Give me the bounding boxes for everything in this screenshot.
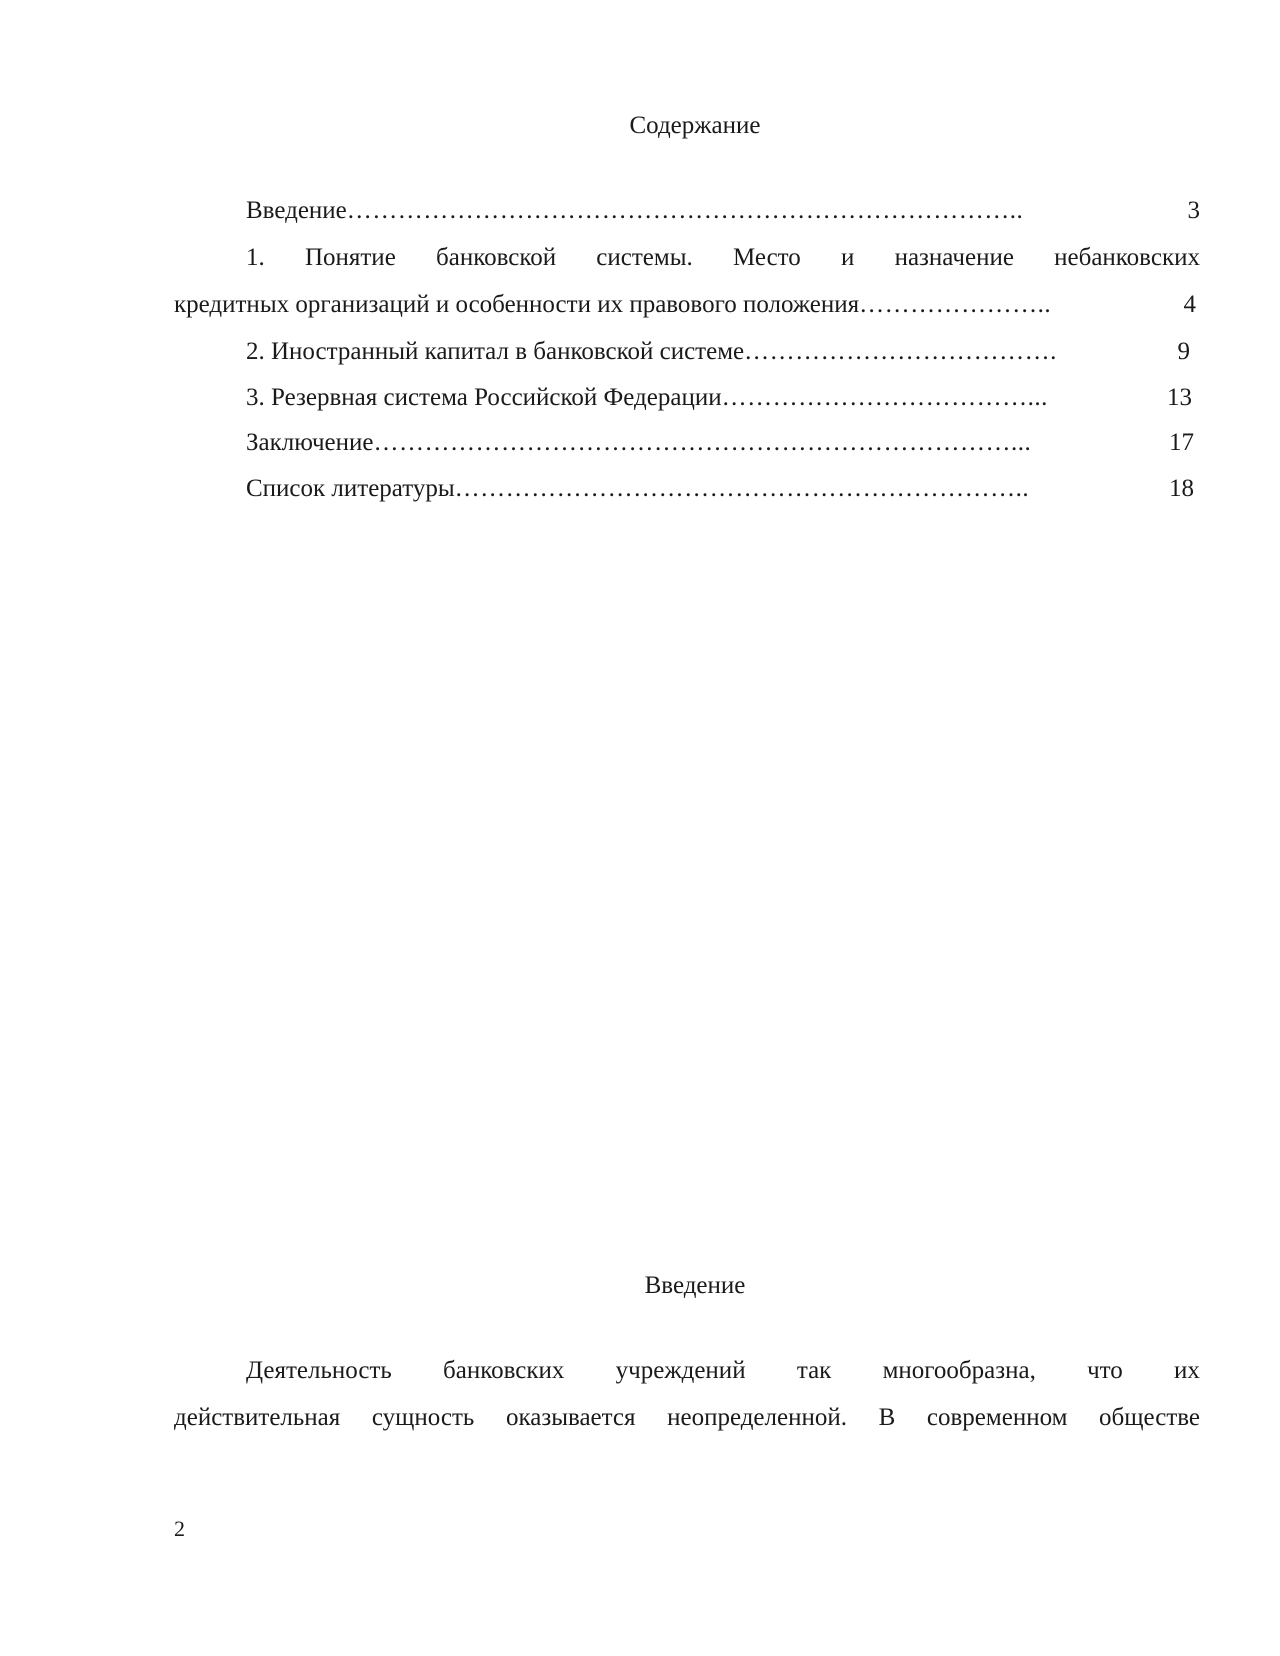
toc-entry-title: Список литературы bbox=[246, 475, 455, 502]
toc-dot-leader: …………………………………………………………………... bbox=[373, 429, 1032, 456]
toc-dot-leader: …………………………………………………………………….. bbox=[346, 197, 1024, 224]
toc-entry-introduction[interactable] bbox=[246, 197, 1200, 225]
word: Место bbox=[732, 244, 801, 271]
word: современном bbox=[926, 1404, 1068, 1431]
toc-entry-conclusion[interactable] bbox=[246, 429, 1194, 457]
toc-entry-title: Заключение bbox=[246, 429, 374, 456]
toc-entry-title: кредитных организаций и особенности их правового положения bbox=[174, 291, 860, 318]
toc-entry-reserve-system[interactable] bbox=[246, 384, 1192, 412]
toc-page-number: 3 bbox=[1187, 197, 1200, 224]
word: банковской bbox=[436, 244, 557, 271]
word: учреждений bbox=[615, 1357, 746, 1384]
toc-page-number: 13 bbox=[1167, 384, 1192, 411]
word: сущность bbox=[371, 1404, 475, 1431]
toc-dot-leader: ………………………………... bbox=[721, 384, 1048, 411]
intro-paragraph-line-1 bbox=[246, 1357, 1200, 1385]
toc-page-number: 4 bbox=[1183, 291, 1196, 318]
toc-page-number: 9 bbox=[1177, 338, 1190, 365]
toc-dot-leader: ………………………………………………………….. bbox=[454, 475, 1030, 502]
word: оказывается bbox=[505, 1404, 636, 1431]
toc-dot-leader: ………………………………. bbox=[744, 338, 1057, 365]
word: и bbox=[840, 244, 855, 271]
word: системы. bbox=[596, 244, 693, 271]
word: что bbox=[1087, 1357, 1123, 1384]
word: банковских bbox=[443, 1357, 565, 1384]
toc-entry-title: 2. Иностранный капитал в банковской системе bbox=[246, 338, 745, 365]
word: их bbox=[1174, 1357, 1200, 1384]
word: назначение bbox=[894, 244, 1014, 271]
intro-paragraph-line-2 bbox=[174, 1404, 1200, 1432]
toc-entry-title: 3. Резервная система Российской Федерации bbox=[246, 384, 722, 411]
toc-entry-title: Введение bbox=[246, 197, 347, 224]
toc-entry-1-line-1[interactable] bbox=[246, 244, 1200, 272]
word: Деятельность bbox=[246, 1357, 392, 1384]
word: 1. bbox=[246, 244, 265, 271]
toc-heading: Содержание bbox=[629, 112, 761, 139]
toc-dot-leader: ………………….. bbox=[859, 291, 1052, 318]
toc-page-number: 17 bbox=[1169, 429, 1194, 456]
word: неопределенной. bbox=[667, 1404, 847, 1431]
page-number: 2 bbox=[174, 1516, 185, 1541]
toc-entry-references[interactable] bbox=[246, 475, 1194, 503]
word: так bbox=[796, 1357, 832, 1384]
toc-entry-foreign-capital[interactable] bbox=[246, 338, 1190, 366]
word: В bbox=[878, 1404, 896, 1431]
word: Понятие bbox=[304, 244, 396, 271]
intro-heading: Введение bbox=[644, 1272, 746, 1299]
word: небанковских bbox=[1054, 244, 1200, 271]
toc-page-number: 18 bbox=[1169, 475, 1194, 502]
word: обществе bbox=[1099, 1404, 1200, 1431]
toc-entry-1-line-2[interactable] bbox=[174, 291, 1196, 319]
word: действительная bbox=[174, 1404, 341, 1431]
word: многообразна, bbox=[882, 1357, 1036, 1384]
